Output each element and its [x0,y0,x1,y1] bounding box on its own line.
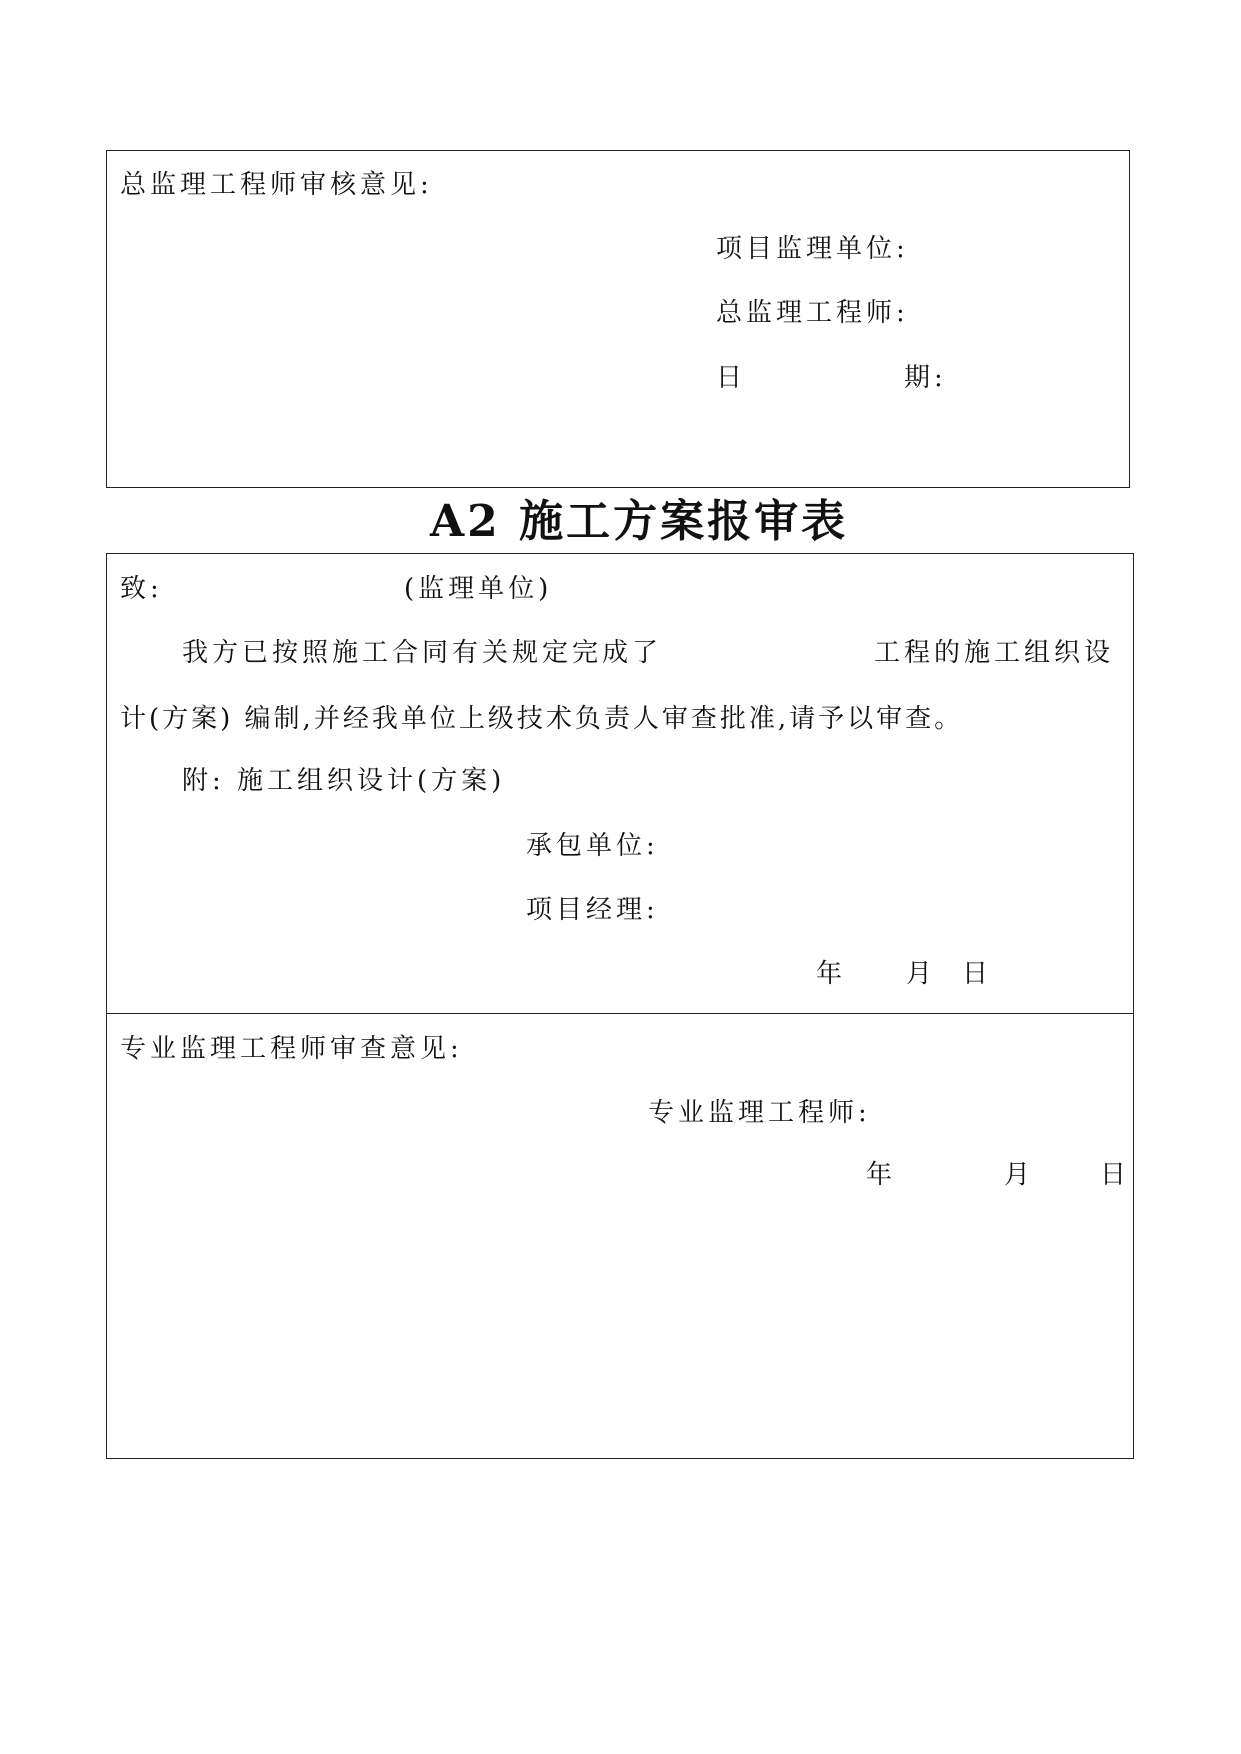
review-date-year: 年 [866,1160,897,1190]
top-form-box [106,150,1130,488]
form-title: A2 施工方案报审表 [430,496,849,547]
supervision-unit-label: 项目监理单位: [716,234,909,264]
to-label: 致: [120,574,163,604]
body-line1-a: 我方已按照施工合同有关规定完成了 [182,638,663,668]
date-day: 日 [962,959,993,989]
body-line2: 计(方案) 编制,并经我单位上级技术负责人审查批准,请予以审查。 [120,704,964,734]
body-line1-b: 工程的施工组织设 [874,638,1115,668]
chief-review-label: 总监理工程师审核意见: [120,170,433,200]
manager-label: 项目经理: [526,895,659,925]
review-date-month: 月 [1004,1160,1035,1190]
date-day-char: 日 [716,363,747,393]
date-period-char: 期: [904,363,947,393]
to-unit: (监理单位) [404,574,553,604]
date-month: 月 [906,959,937,989]
specialist-review-label: 专业监理工程师审查意见: [120,1034,463,1064]
section-divider [106,1013,1134,1014]
main-form-box [106,553,1134,1459]
chief-engineer-label: 总监理工程师: [716,298,909,328]
attachment-label: 附: 施工组织设计(方案) [182,766,506,796]
specialist-engineer-label: 专业监理工程师: [648,1098,871,1128]
date-year: 年 [816,959,847,989]
contractor-label: 承包单位: [526,831,659,861]
review-date-day: 日 [1100,1160,1131,1190]
